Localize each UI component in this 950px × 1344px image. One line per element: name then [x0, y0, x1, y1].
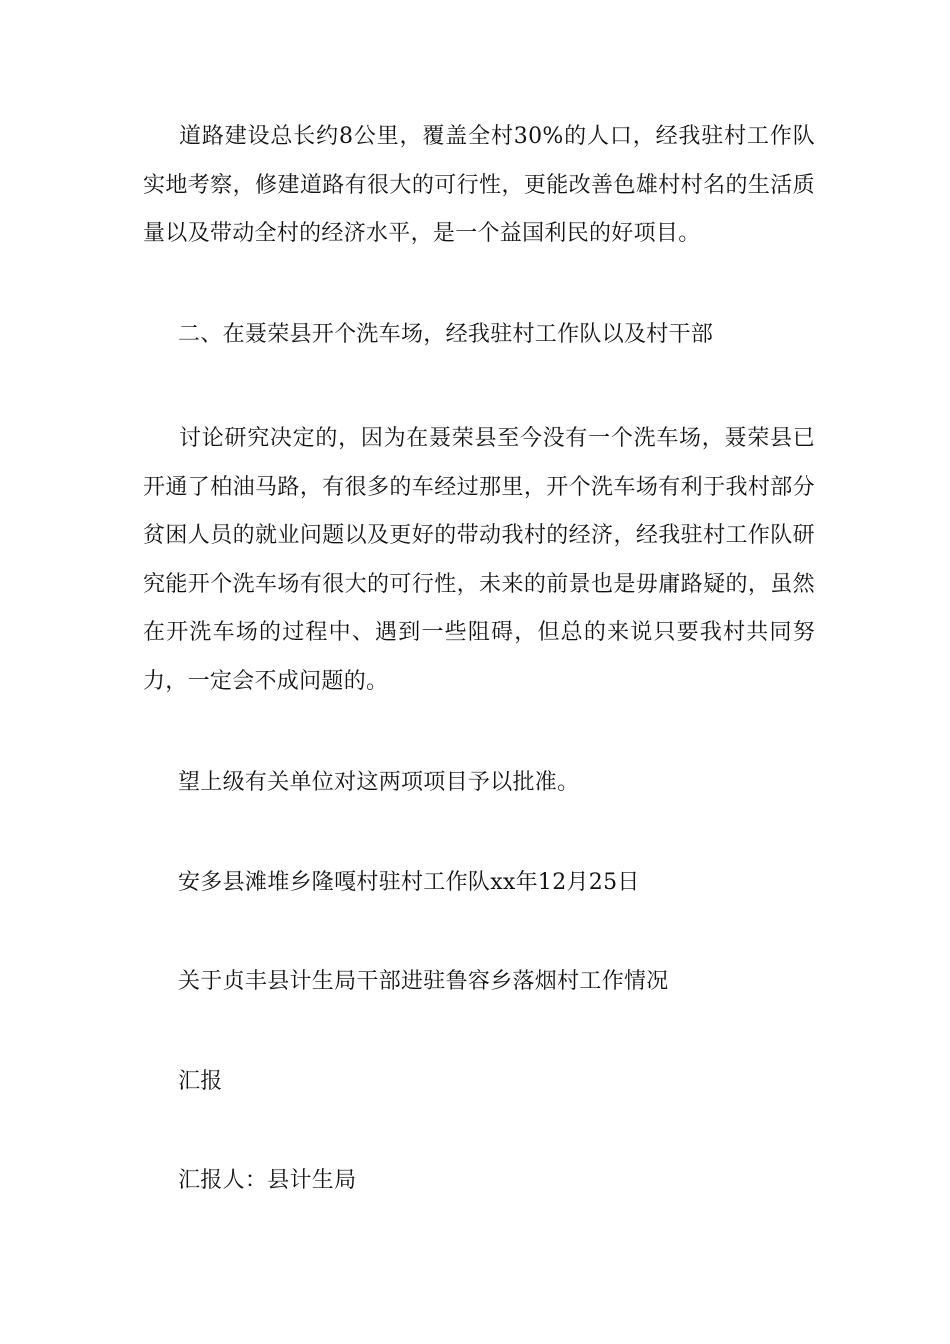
report-subtitle: 汇报 [178, 1069, 223, 1094]
paragraph-road-construction: 道路建设总长约8公里，覆盖全村30%的人口，经我驻村工作队实地考察，修建道路有很大的可行性，更能改善色雄村村名的生活质量以及带动全村的经济水平，是一个益国利民的好项目。 [143, 124, 815, 246]
reporter-line: 汇报人：县计生局 [178, 1168, 357, 1193]
report-title: 关于贞丰县计生局干部进驻鲁容乡落烟村工作情况 [178, 969, 669, 994]
paragraph-car-wash-heading: 二、在聂荣县开个洗车场，经我驻村工作队以及村干部 [178, 322, 714, 347]
paragraph-approval-request: 望上级有关单位对这两项项目予以批准。 [178, 770, 580, 795]
signature-line: 安多县滩堆乡隆嘎村驻村工作队xx年12月25日 [178, 870, 640, 895]
paragraph-car-wash-details: 讨论研究决定的，因为在聂荣县至今没有一个洗车场，聂荣县已开通了柏油马路，有很多的车经过那里，开个洗车场有利于我村部分贫困人员的就业问题以及更好的带动我村的经济，经我驻村工作队研究能开个洗车场有很大的可行性，未来的前景也是毋庸路疑的，虽然在开洗车场的过程中、遇到一些阻碍，但总的来说只要我村共同努力，一定会不成问题的。 [143, 426, 815, 694]
